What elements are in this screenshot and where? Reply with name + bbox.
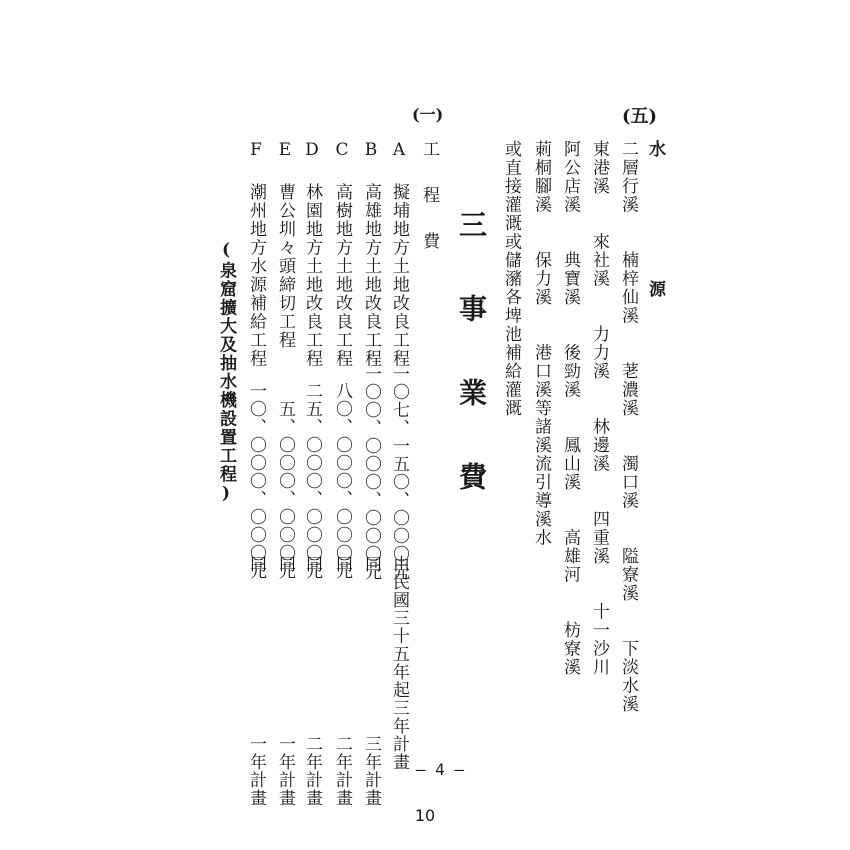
business-cost-title: 三 事 業 費: [455, 210, 488, 504]
project-amount-c: 八〇、〇〇〇、〇〇〇元: [332, 382, 352, 580]
project-name-a: A 擬埔地方土地改良工程: [389, 140, 409, 368]
water-source-row-3: 阿公店溪 典寶溪 後勁溪 鳳山溪 高雄河 枋寮溪: [560, 140, 580, 677]
project-name-f: F 潮州地方水源補給工程: [246, 140, 266, 368]
page-footer: — 4 —: [415, 760, 465, 779]
section-title: 水 源: [645, 140, 665, 315]
project-note-c: 同 二年計畫: [332, 555, 352, 807]
project-note-b: 同 三年計畫: [361, 555, 381, 807]
project-name-e: E 曹公圳々頭締切工程: [275, 140, 295, 350]
sub-heading: (一): [412, 105, 444, 124]
project-name-c: C 高樹地方土地改良工程: [332, 140, 352, 368]
project-amount-b: 一〇〇、〇〇〇、〇〇〇元: [361, 365, 381, 581]
water-source-row-1: 二層行溪 楠梓仙溪 荖濃溪 濁口溪 隘寮溪 下淡水溪: [618, 140, 638, 714]
project-amount-e: 五、〇〇〇、〇〇〇元: [275, 400, 295, 580]
project-note-d: 同 二年計畫: [302, 555, 322, 807]
cost-label: 工 程 費: [419, 140, 439, 255]
project-note-f: 同 一年計畫: [246, 555, 266, 807]
water-source-row-4: 莿桐腳溪 保力溪 港口溪等諸溪流引導溪水: [531, 140, 551, 547]
water-source-row-2: 東港溪 來社溪 力力溪 林邊溪 四重溪 十一沙川: [589, 140, 609, 677]
project-name-b: B 高雄地方土地改良工程: [361, 140, 381, 368]
project-amount-d: 二五、〇〇〇、〇〇〇元: [302, 382, 322, 580]
page-number: 10: [414, 806, 436, 825]
project-amount-f: 一〇、〇〇〇、〇〇〇元: [246, 382, 266, 580]
section-heading: (五): [622, 106, 658, 127]
water-source-row-5: 或直接灌溉或儲瀦各埤池補給灌溉: [501, 140, 521, 418]
parenthetical-note: (泉窟擴大及抽水機設置工程): [216, 240, 236, 505]
project-name-d: D 林園地方土地改良工程: [302, 140, 322, 368]
project-amount-a: 一〇七、一五〇、〇〇〇元: [389, 365, 409, 581]
project-note-a: 由民國三十五年起三年計畫: [389, 555, 409, 771]
project-note-e: 同 一年計畫: [275, 555, 295, 807]
